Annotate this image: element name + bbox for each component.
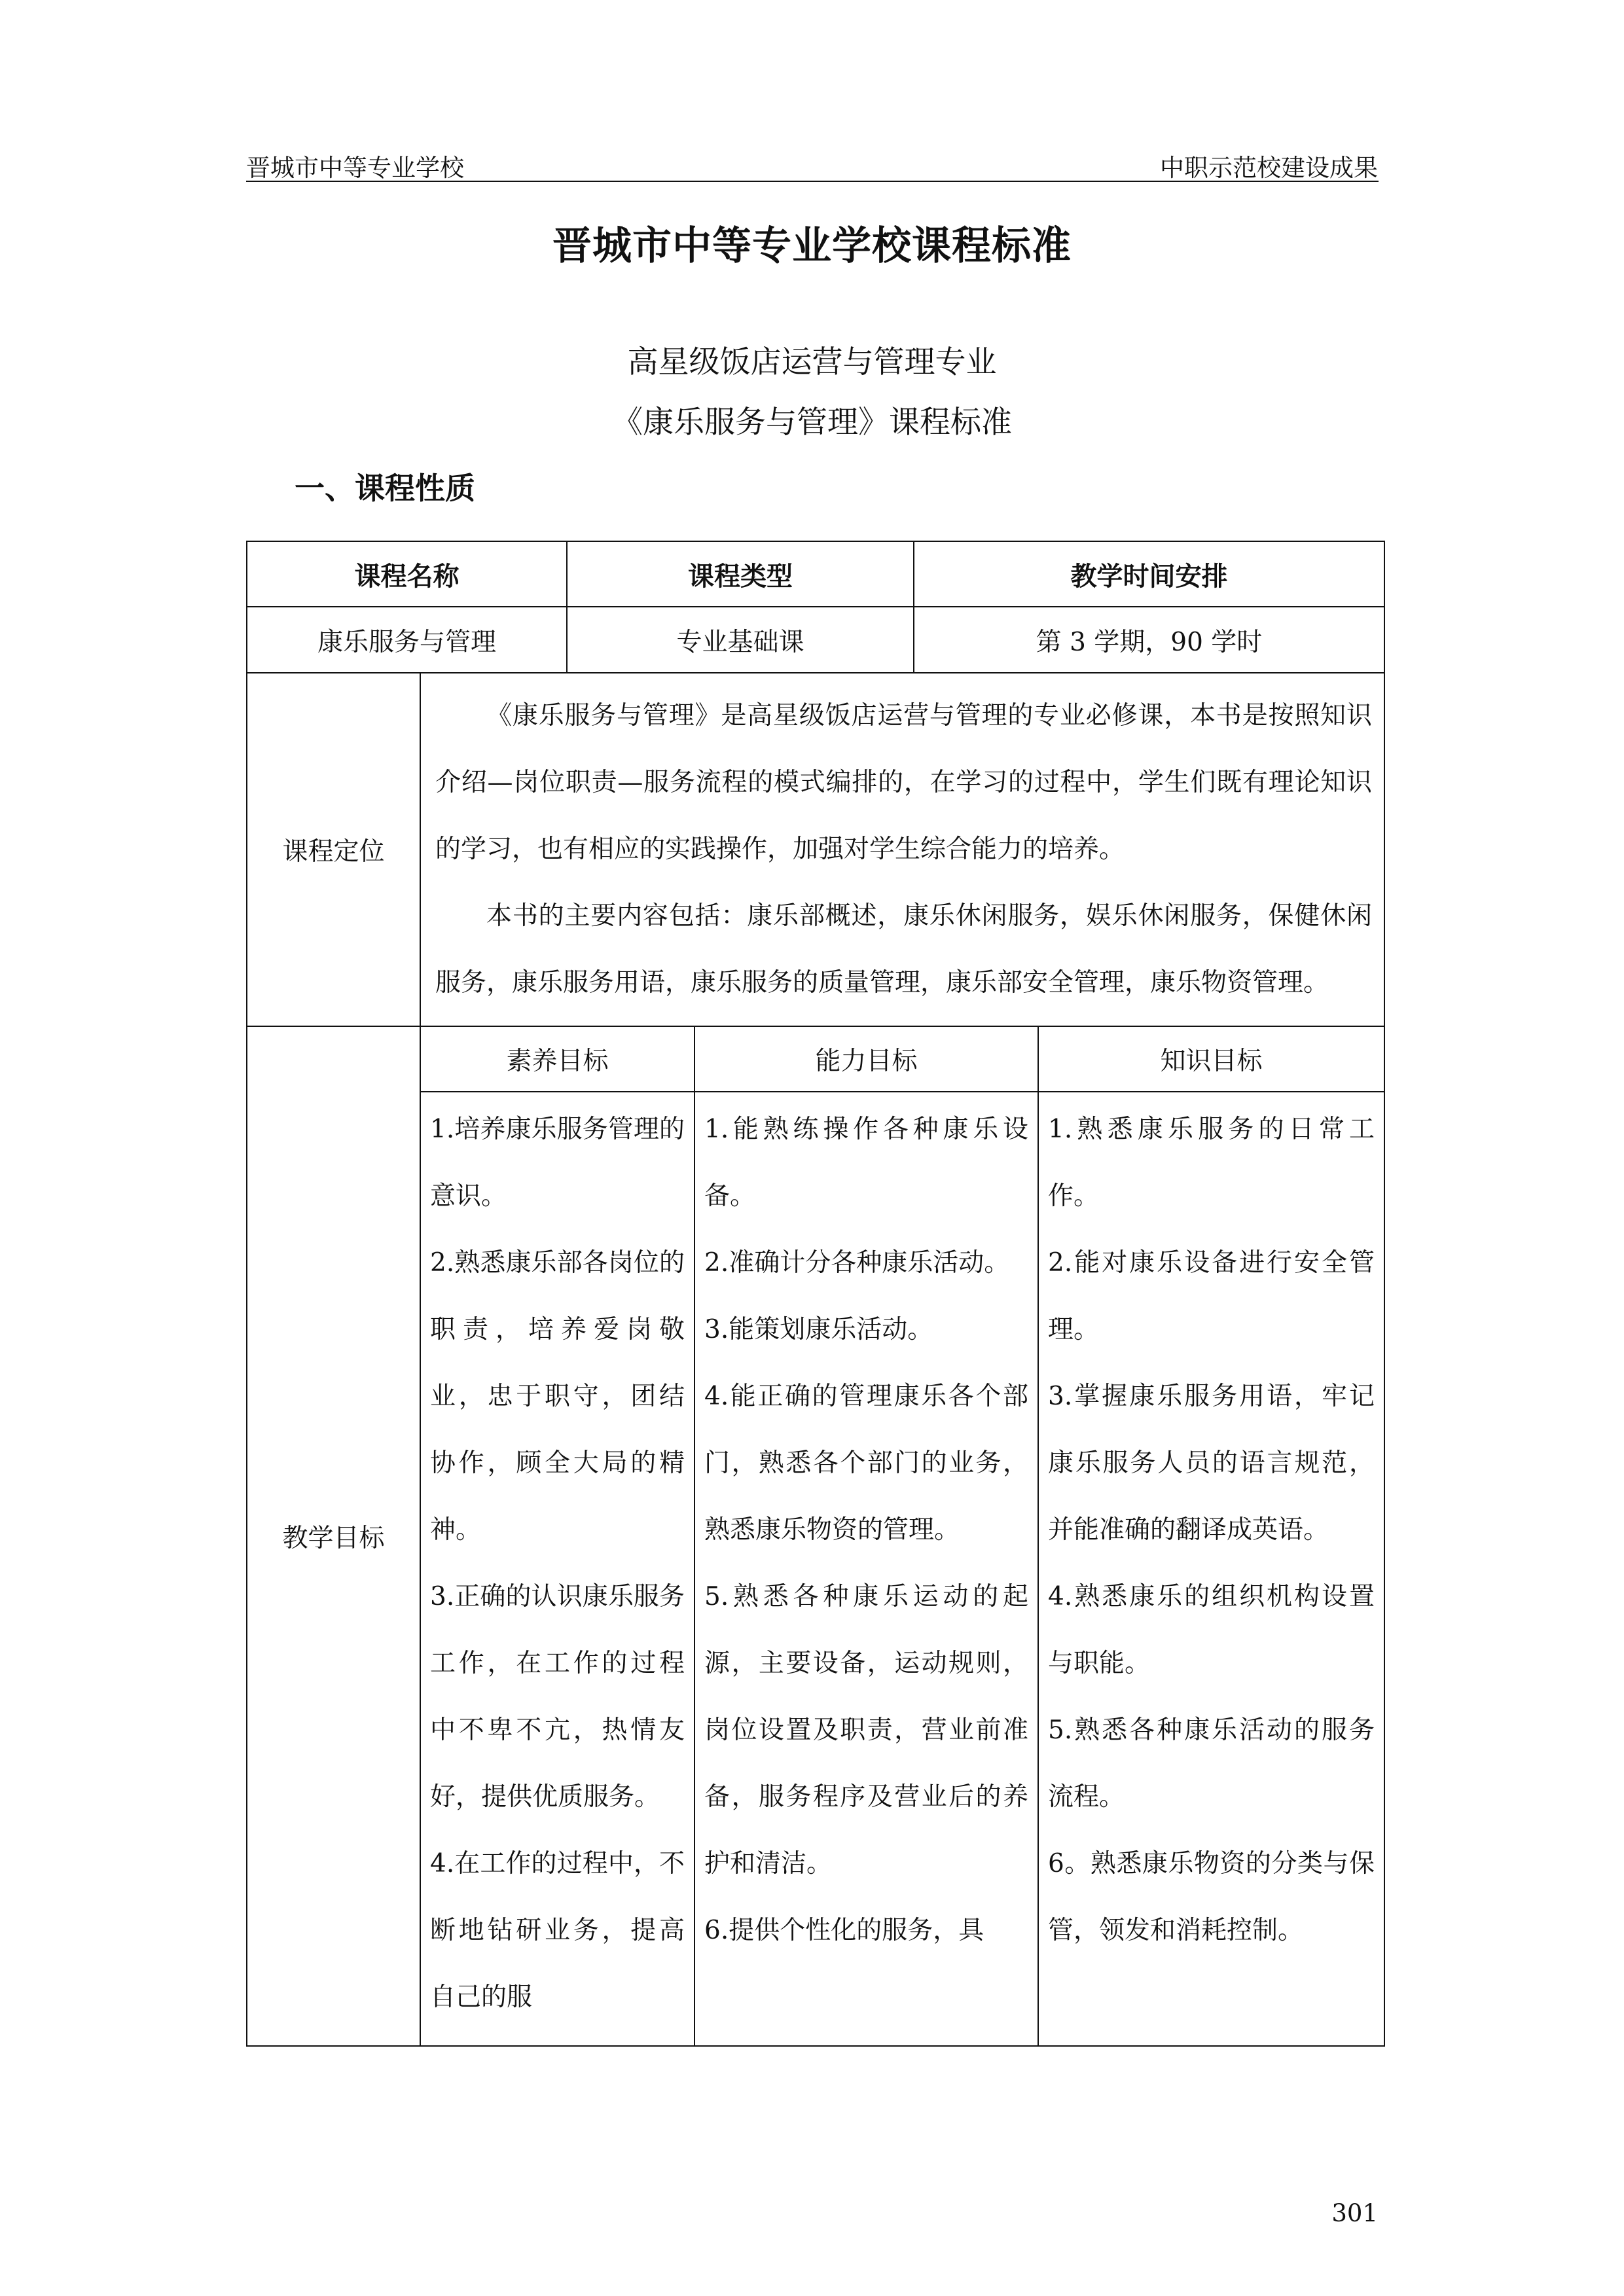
header-series: 中职示范校建设成果 (1160, 154, 1378, 182)
ability-goal-item: 2.准确计分各种康乐活动。 (704, 1248, 1010, 1278)
ability-goals-cell (695, 1092, 1038, 2046)
knowledge-goal-item: 6。熟悉康乐物资的分类与保管，领发和消耗控制。 (1048, 1849, 1375, 1945)
knowledge-goal-item: 1.熟悉康乐服务的日常工作。 (1048, 1115, 1375, 1211)
positioning-paragraph: 《康乐服务与管理》是高星级饭店运营与管理的专业必修课，本书是按照知识介绍—岗位职责—服务流程的模式编排的，在学习的过程中，学生们既有理论知识的学习，也有相应的实践操作，加强对学生综合能力的培养。 (435, 701, 1372, 864)
positioning-label: 课程定位 (247, 673, 420, 1026)
ability-goal-item: 1.能熟练操作各种康乐设备。 (704, 1115, 1028, 1211)
knowledge-goal-item: 2.能对康乐设备进行安全管理。 (1048, 1248, 1375, 1344)
course-subtitle: 《康乐服务与管理》课程标准 (612, 404, 1012, 440)
section-heading: 一、课程性质 (295, 471, 475, 506)
major-subtitle: 高星级饭店运营与管理专业 (627, 344, 997, 380)
page-number: 301 (1331, 2199, 1378, 2227)
knowledge-goals-cell (1038, 1092, 1384, 2046)
column-knowledge-goals: 知识目标 (1038, 1026, 1384, 1092)
literacy-goal-item: 1.培养康乐服务管理的意识。 (430, 1115, 685, 1211)
header-school: 晋城市中等专业学校 (246, 154, 464, 182)
table-row (247, 607, 1384, 673)
positioning-row (247, 673, 1384, 1026)
column-literacy-goals: 素养目标 (420, 1026, 695, 1092)
schedule-value: 第 3 学期，90 学时 (914, 607, 1384, 673)
table-header-row (247, 541, 1384, 607)
ability-goal-item: 6.提供个性化的服务，具 (704, 1916, 984, 1945)
header-course-name: 课程名称 (247, 541, 567, 607)
header-schedule: 教学时间安排 (914, 541, 1384, 607)
ability-goal-item: 4.能正确的管理康乐各个部门，熟悉各个部门的业务，熟悉康乐物资的管理。 (704, 1382, 1028, 1545)
objectives-header-row (247, 1026, 1384, 1092)
course-name-value: 康乐服务与管理 (247, 607, 567, 673)
header-course-type: 课程类型 (567, 541, 914, 607)
ability-goal-item: 5.熟悉各种康乐运动的起源，主要设备，运动规则，岗位设置及职责，营业前准备，服务程序及营业后的养护和清洁。 (704, 1582, 1028, 1878)
ability-goal-item: 3.能策划康乐活动。 (704, 1315, 933, 1344)
knowledge-goal-item: 4.熟悉康乐的组织机构设置与职能。 (1048, 1582, 1375, 1678)
literacy-goal-item: 3.正确的认识康乐服务工作，在工作的过程中不卑不亢，热情友好，提供优质服务。 (430, 1582, 685, 1812)
course-type-value: 专业基础课 (567, 607, 914, 673)
knowledge-goal-item: 3.掌握康乐服务用语，牢记康乐服务人员的语言规范，并能准确的翻译成英语。 (1048, 1382, 1375, 1545)
knowledge-goal-item: 5.熟悉各种康乐活动的服务流程。 (1048, 1715, 1375, 1812)
literacy-goals-cell (420, 1092, 695, 2046)
column-ability-goals: 能力目标 (695, 1026, 1038, 1092)
document-title: 晋城市中等专业学校课程标准 (552, 223, 1072, 269)
course-table (246, 541, 1385, 2047)
literacy-goal-item: 4.在工作的过程中，不断地钻研业务，提高自己的服 (430, 1849, 685, 2012)
literacy-goal-item: 2.熟悉康乐部各岗位的职责，培养爱岗敬业，忠于职守，团结协作，顾全大局的精神。 (430, 1248, 685, 1545)
positioning-paragraph: 本书的主要内容包括：康乐部概述，康乐休闲服务，娱乐休闲服务，保健休闲服务，康乐服务用语，康乐服务的质量管理，康乐部安全管理，康乐物资管理。 (435, 901, 1372, 997)
positioning-text (420, 673, 1384, 1026)
header-divider (246, 181, 1379, 182)
objectives-label: 教学目标 (247, 1026, 420, 2046)
